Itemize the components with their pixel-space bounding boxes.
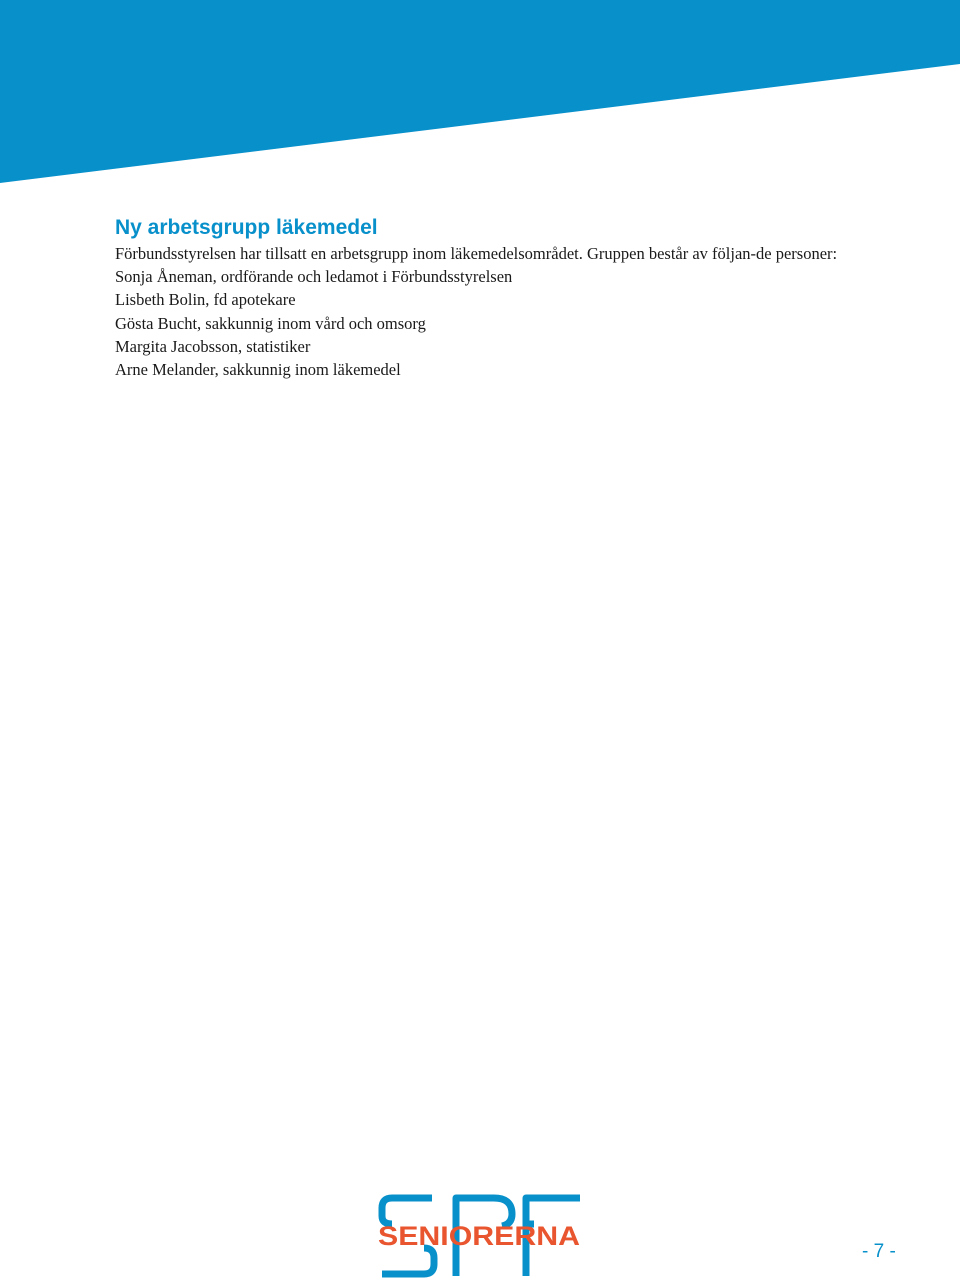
member-list [115,265,855,381]
page-number: - 7 - [862,1241,896,1262]
logo-wordmark: SENIORERNA [378,1221,580,1251]
list-item: Gösta Bucht, sakkunnig inom vård och omsorg [115,313,426,333]
list-item: Sonja Åneman, ordförande och ledamot i Förbundsstyrelsen [115,267,513,287]
article [115,214,855,381]
spf-seniorerna-logo [376,1188,586,1278]
section-heading: Ny arbetsgrupp läkemedel [115,216,378,239]
header-banner [0,0,960,185]
list-item: Arne Melander, sakkunnig inom läkemedel [115,360,401,380]
list-item: Lisbeth Bolin, fd apotekare [115,290,296,310]
intro-paragraph: Förbundsstyrelsen har tillsatt en arbetsgrupp inom läkemedelsområdet. Gruppen består av följan-de personer: [115,244,838,263]
list-item: Margita Jacobsson, statistiker [115,336,311,356]
header-banner-shape [0,0,960,183]
